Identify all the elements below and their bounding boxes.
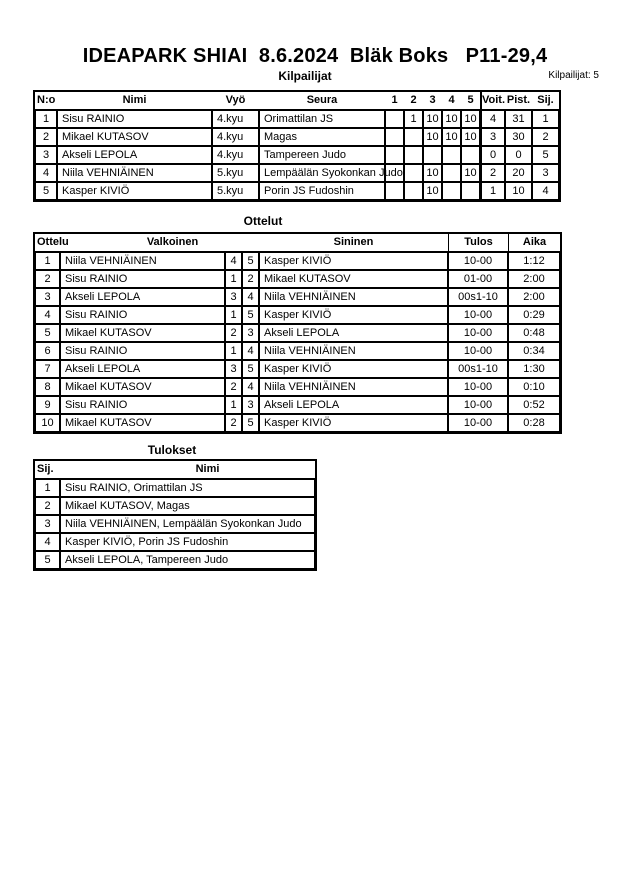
cell-blue-number: 5 — [242, 360, 259, 378]
col-header-aika: Aika — [508, 234, 560, 252]
cell-voit: 1 — [480, 182, 505, 200]
cell-round-5: 10 — [461, 128, 480, 146]
cell-vyo: 5.kyu — [212, 182, 259, 200]
cell-nimi: Mikael KUTASOV, Magas — [60, 497, 315, 515]
table-row — [35, 146, 559, 164]
cell-round-5: 10 — [461, 110, 480, 128]
cell-valkoinen: Mikael KUTASOV — [60, 378, 225, 396]
cell-seura: Tampereen Judo — [259, 146, 385, 164]
cell-round-1 — [385, 146, 404, 164]
cell-sij: 5 — [532, 146, 559, 164]
cell-tulos: 10-00 — [448, 324, 508, 342]
cell-blue-number: 3 — [242, 396, 259, 414]
col-header-no: N:o — [35, 92, 57, 110]
col-header-voit: Voit. — [480, 92, 505, 110]
cell-sij: 3 — [532, 164, 559, 182]
cell-valkoinen: Mikael KUTASOV — [60, 414, 225, 432]
cell-round-1 — [385, 182, 404, 200]
col-header-tulos: Tulos — [448, 234, 508, 252]
cell-sininen: Niila VEHNIÄINEN — [259, 342, 448, 360]
cell-sininen: Kasper KIVIÖ — [259, 252, 448, 270]
col-header-vyo: Vyö — [212, 92, 259, 110]
cell-sininen: Kasper KIVIÖ — [259, 414, 448, 432]
cell-white-number: 1 — [225, 396, 242, 414]
kilpailijat-table — [33, 90, 561, 202]
header-row — [35, 234, 560, 252]
cell-sij: 5 — [35, 551, 60, 569]
cell-aika: 2:00 — [508, 288, 560, 306]
cell-sininen: Akseli LEPOLA — [259, 396, 448, 414]
cell-ottelu: 9 — [35, 396, 60, 414]
table-row — [35, 551, 315, 569]
col-header-round-2: 2 — [404, 92, 423, 110]
cell-aika: 0:48 — [508, 324, 560, 342]
col-header-seura: Seura — [259, 92, 385, 110]
table-row — [35, 164, 559, 182]
cell-tulos: 00s1-10 — [448, 360, 508, 378]
competitors-count: Kilpailijat: 5 — [548, 70, 599, 81]
kilpailijat-heading: Kilpailijat — [278, 69, 332, 83]
cell-aika: 2:00 — [508, 270, 560, 288]
table-row — [35, 378, 560, 396]
cell-nimi: Akseli LEPOLA, Tampereen Judo — [60, 551, 315, 569]
cell-ottelu: 2 — [35, 270, 60, 288]
cell-sininen: Niila VEHNIÄINEN — [259, 378, 448, 396]
col-header-round-4: 4 — [442, 92, 461, 110]
cell-round-1 — [385, 110, 404, 128]
cell-valkoinen: Sisu RAINIO — [60, 306, 225, 324]
cell-sij: 1 — [35, 479, 60, 497]
cell-tulos: 00s1-10 — [448, 288, 508, 306]
cell-round-4 — [442, 146, 461, 164]
header-row — [35, 461, 315, 479]
cell-aika: 1:30 — [508, 360, 560, 378]
ottelut-heading: Ottelut — [243, 214, 283, 228]
cell-round-4: 10 — [442, 128, 461, 146]
col-header-sij: Sij. — [35, 461, 60, 479]
cell-seura: Porin JS Fudoshin — [259, 182, 385, 200]
cell-valkoinen: Akseli LEPOLA — [60, 360, 225, 378]
cell-round-5: 10 — [461, 164, 480, 182]
cell-round-4: 10 — [442, 110, 461, 128]
cell-tulos: 10-00 — [448, 342, 508, 360]
table-row — [35, 128, 559, 146]
cell-nimi: Akseli LEPOLA — [57, 146, 212, 164]
ottelut-table — [33, 232, 562, 434]
tulokset-heading: Tulokset — [147, 443, 197, 457]
cell-blue-number: 4 — [242, 342, 259, 360]
col-header-nimi: Nimi — [60, 461, 315, 479]
cell-round-5 — [461, 182, 480, 200]
col-header-round-5: 5 — [461, 92, 480, 110]
cell-white-number: 1 — [225, 306, 242, 324]
cell-nimi: Kasper KIVIÖ, Porin JS Fudoshin — [60, 533, 315, 551]
cell-nimi: Kasper KIVIÖ — [57, 182, 212, 200]
cell-sininen: Mikael KUTASOV — [259, 270, 448, 288]
cell-vyo: 4.kyu — [212, 110, 259, 128]
table-row — [35, 270, 560, 288]
cell-round-2 — [404, 128, 423, 146]
col-header-white-number — [225, 234, 242, 252]
cell-ottelu: 10 — [35, 414, 60, 432]
cell-pist: 0 — [505, 146, 532, 164]
table-row — [35, 497, 315, 515]
cell-sininen: Kasper KIVIÖ — [259, 306, 448, 324]
col-header-round-3: 3 — [423, 92, 442, 110]
cell-aika: 1:12 — [508, 252, 560, 270]
table-row — [35, 324, 560, 342]
table-row — [35, 306, 560, 324]
cell-pist: 30 — [505, 128, 532, 146]
cell-ottelu: 8 — [35, 378, 60, 396]
cell-voit: 2 — [480, 164, 505, 182]
cell-white-number: 3 — [225, 360, 242, 378]
cell-nimi: Sisu RAINIO — [57, 110, 212, 128]
cell-sij: 2 — [35, 497, 60, 515]
cell-round-5 — [461, 146, 480, 164]
tulokset-table — [33, 459, 317, 571]
cell-tulos: 10-00 — [448, 378, 508, 396]
cell-round-2: 1 — [404, 110, 423, 128]
cell-sij: 1 — [532, 110, 559, 128]
cell-no: 2 — [35, 128, 57, 146]
cell-round-4 — [442, 182, 461, 200]
cell-valkoinen: Sisu RAINIO — [60, 270, 225, 288]
cell-aika: 0:29 — [508, 306, 560, 324]
cell-nimi: Niila VEHNIÄINEN — [57, 164, 212, 182]
cell-no: 5 — [35, 182, 57, 200]
cell-round-4 — [442, 164, 461, 182]
cell-round-2 — [404, 182, 423, 200]
cell-blue-number: 4 — [242, 378, 259, 396]
table-row — [35, 110, 559, 128]
cell-ottelu: 6 — [35, 342, 60, 360]
table-row — [35, 360, 560, 378]
cell-blue-number: 5 — [242, 414, 259, 432]
cell-valkoinen: Sisu RAINIO — [60, 396, 225, 414]
cell-aika: 0:10 — [508, 378, 560, 396]
cell-tulos: 01-00 — [448, 270, 508, 288]
cell-no: 4 — [35, 164, 57, 182]
table-row — [35, 479, 315, 497]
cell-vyo: 4.kyu — [212, 146, 259, 164]
table-row — [35, 342, 560, 360]
cell-sij: 4 — [532, 182, 559, 200]
cell-white-number: 2 — [225, 378, 242, 396]
cell-round-3: 10 — [423, 164, 442, 182]
cell-blue-number: 3 — [242, 324, 259, 342]
cell-voit: 4 — [480, 110, 505, 128]
cell-ottelu: 3 — [35, 288, 60, 306]
cell-nimi: Sisu RAINIO, Orimattilan JS — [60, 479, 315, 497]
cell-white-number: 2 — [225, 324, 242, 342]
table-row — [35, 515, 315, 533]
col-header-ottelu: Ottelu — [35, 234, 60, 252]
col-header-round-1: 1 — [385, 92, 404, 110]
cell-ottelu: 1 — [35, 252, 60, 270]
cell-aika: 0:52 — [508, 396, 560, 414]
cell-blue-number: 4 — [242, 288, 259, 306]
cell-sininen: Akseli LEPOLA — [259, 324, 448, 342]
cell-tulos: 10-00 — [448, 396, 508, 414]
cell-round-3: 10 — [423, 128, 442, 146]
col-header-valkoinen: Valkoinen — [60, 234, 225, 252]
cell-white-number: 2 — [225, 414, 242, 432]
cell-ottelu: 7 — [35, 360, 60, 378]
cell-nimi: Mikael KUTASOV — [57, 128, 212, 146]
cell-nimi: Niila VEHNIÄINEN, Lempäälän Syokonkan Judo — [60, 515, 315, 533]
cell-valkoinen: Mikael KUTASOV — [60, 324, 225, 342]
header-row — [35, 92, 559, 110]
cell-white-number: 4 — [225, 252, 242, 270]
cell-white-number: 1 — [225, 342, 242, 360]
cell-aika: 0:28 — [508, 414, 560, 432]
cell-round-3: 10 — [423, 110, 442, 128]
cell-ottelu: 4 — [35, 306, 60, 324]
col-header-sij: Sij. — [532, 92, 559, 110]
cell-white-number: 1 — [225, 270, 242, 288]
table-row — [35, 414, 560, 432]
cell-blue-number: 5 — [242, 252, 259, 270]
col-header-sininen: Sininen — [259, 234, 448, 252]
table-row — [35, 533, 315, 551]
col-header-nimi: Nimi — [57, 92, 212, 110]
cell-blue-number: 5 — [242, 306, 259, 324]
table-row — [35, 182, 559, 200]
cell-voit: 0 — [480, 146, 505, 164]
cell-round-1 — [385, 128, 404, 146]
cell-white-number: 3 — [225, 288, 242, 306]
cell-ottelu: 5 — [35, 324, 60, 342]
cell-round-2 — [404, 146, 423, 164]
cell-voit: 3 — [480, 128, 505, 146]
cell-pist: 10 — [505, 182, 532, 200]
cell-valkoinen: Niila VEHNIÄINEN — [60, 252, 225, 270]
col-header-pist: Pist. — [505, 92, 532, 110]
cell-seura: Orimattilan JS — [259, 110, 385, 128]
page-title: IDEAPARK SHIAI 8.6.2024 Bläk Boks P11-29,4 — [82, 45, 548, 67]
cell-vyo: 4.kyu — [212, 128, 259, 146]
cell-pist: 20 — [505, 164, 532, 182]
cell-aika: 0:34 — [508, 342, 560, 360]
cell-sininen: Niila VEHNIÄINEN — [259, 288, 448, 306]
cell-valkoinen: Akseli LEPOLA — [60, 288, 225, 306]
cell-sininen: Kasper KIVIÖ — [259, 360, 448, 378]
cell-tulos: 10-00 — [448, 306, 508, 324]
cell-seura: Magas — [259, 128, 385, 146]
cell-pist: 31 — [505, 110, 532, 128]
cell-no: 1 — [35, 110, 57, 128]
table-row — [35, 252, 560, 270]
cell-tulos: 10-00 — [448, 414, 508, 432]
cell-round-3 — [423, 146, 442, 164]
cell-tulos: 10-00 — [448, 252, 508, 270]
cell-sij: 2 — [532, 128, 559, 146]
table-row — [35, 396, 560, 414]
cell-valkoinen: Sisu RAINIO — [60, 342, 225, 360]
cell-sij: 3 — [35, 515, 60, 533]
cell-seura: Lempäälän Syokonkan Judo — [259, 164, 385, 182]
cell-round-3: 10 — [423, 182, 442, 200]
col-header-blue-number — [242, 234, 259, 252]
cell-no: 3 — [35, 146, 57, 164]
cell-vyo: 5.kyu — [212, 164, 259, 182]
cell-blue-number: 2 — [242, 270, 259, 288]
cell-sij: 4 — [35, 533, 60, 551]
table-row — [35, 288, 560, 306]
cell-round-2 — [404, 164, 423, 182]
